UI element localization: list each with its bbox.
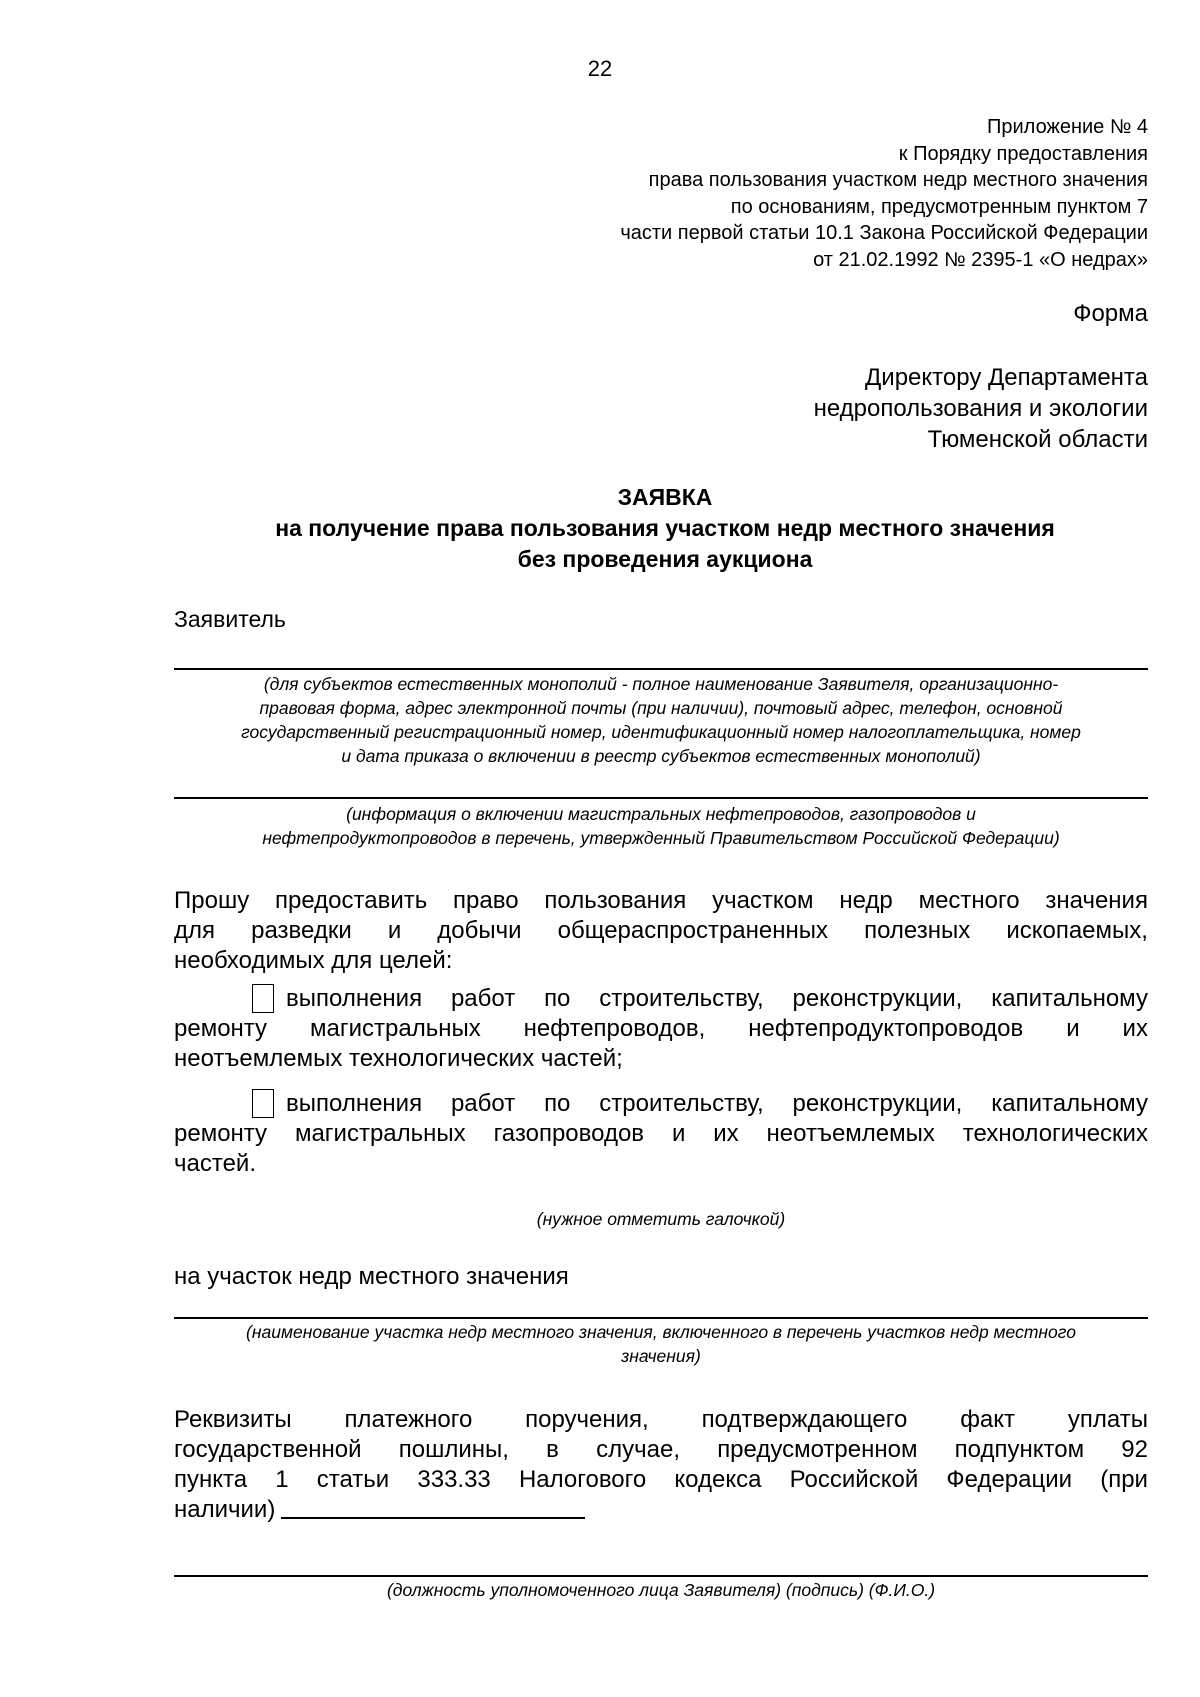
text-line [174, 1465, 1148, 1495]
word: разведки [251, 917, 352, 944]
word: кодекса [674, 1466, 762, 1493]
text-line [286, 984, 1148, 1014]
form-label: Форма [1073, 300, 1148, 327]
word: выполнения [286, 985, 423, 1012]
word: предусмотренном [717, 1436, 918, 1463]
note-line: и дата приказа о включении в реестр субъектов естественных монополий) [341, 746, 981, 766]
pipelines-note [174, 802, 1148, 850]
option-oil-checkbox[interactable] [252, 984, 274, 1013]
word: пункта [174, 1466, 248, 1493]
text-line [174, 1435, 1148, 1465]
note-line: нефтепродуктопроводов в перечень, утвержденный Правительством Российской Федерации) [262, 828, 1060, 848]
word: их [713, 1120, 739, 1147]
addressee-line: Директору Департамента [865, 364, 1148, 391]
applicant-note [174, 672, 1148, 768]
word: их [1122, 1015, 1148, 1042]
word: нефтепроводов, [523, 1015, 706, 1042]
word: реконструкции, [792, 985, 963, 1012]
applicant-input-line[interactable] [174, 668, 1148, 670]
appendix-line: по основаниям, предусмотренным пунктом 7 [730, 195, 1148, 218]
word: строительству, [599, 1090, 764, 1117]
word: (при [1100, 1466, 1148, 1493]
appendix-line: права пользования участком недр местного значения [648, 169, 1148, 191]
word: Российской [789, 1466, 919, 1493]
word: магистральных [310, 1015, 481, 1042]
word: 1 [275, 1466, 289, 1493]
page-number: 22 [587, 56, 613, 81]
document-title [0, 482, 1200, 575]
word: по [544, 985, 571, 1012]
appendix-line: Приложение № 4 [987, 116, 1148, 138]
word: поручения, [525, 1406, 649, 1433]
title-line: на получение права пользования участком недр местного значения [275, 515, 1055, 541]
text-line [174, 1014, 1148, 1044]
word: пошлины, [398, 1436, 509, 1463]
word: газопроводов [493, 1120, 645, 1147]
text-line: частей. [174, 1150, 256, 1177]
word: ремонту [174, 1015, 268, 1042]
payment-details-input[interactable] [281, 1495, 585, 1519]
text-line [174, 1405, 1148, 1435]
word: по [544, 1090, 571, 1117]
plot-label: на участок недр местного значения [174, 1263, 569, 1290]
word: ремонту [174, 1120, 268, 1147]
title-heading: ЗАЯВКА [617, 484, 713, 510]
option-oil-pipelines [174, 984, 1148, 1074]
plot-input-line[interactable] [174, 1317, 1148, 1319]
word: полезных [864, 917, 971, 944]
word: 333.33 [417, 1466, 491, 1493]
addressee-line: недропользования и экологии [813, 395, 1148, 422]
option-first-line [174, 1089, 1148, 1119]
word: предоставить [275, 887, 428, 914]
payment-label: наличии) [174, 1496, 276, 1523]
text-line [174, 886, 1148, 916]
option-gas-pipelines [174, 1089, 1148, 1179]
word: добычи [437, 917, 522, 944]
word: капитальному [991, 985, 1148, 1012]
word: участком [712, 887, 814, 914]
text-line [174, 916, 1148, 946]
option-first-line [174, 984, 1148, 1014]
request-paragraph [174, 886, 1148, 976]
title-line: без проведения аукциона [517, 546, 813, 572]
word: статьи [316, 1466, 390, 1493]
addressee-line: Тюменской области [927, 426, 1148, 453]
note-line: правовая форма, адрес электронной почты (при наличии), почтовый адрес, телефон, основной [259, 698, 1063, 718]
appendix-line: части первой статьи 10.1 Закона Российской Федерации [620, 222, 1148, 244]
word: подтверждающего [701, 1406, 908, 1433]
pipelines-input-line[interactable] [174, 797, 1148, 799]
word: нефтепродуктопроводов [748, 1015, 1024, 1042]
word: магистральных [294, 1120, 466, 1147]
payment-paragraph [174, 1405, 1148, 1525]
word: Реквизиты [174, 1406, 292, 1433]
word: общераспространенных [557, 917, 828, 944]
note-line: государственный регистрационный номер, идентификационный номер налогоплательщика, номер [241, 722, 1081, 742]
word: капитальному [991, 1090, 1148, 1117]
word: для [174, 917, 216, 944]
word: пользования [544, 887, 687, 914]
word: реконструкции, [792, 1090, 963, 1117]
note-line: (для субъектов естественных монополий - полное наименование Заявителя, организационно- [263, 674, 1059, 694]
word: право [453, 887, 519, 914]
addressee [814, 362, 1148, 455]
note-line: значения) [621, 1346, 701, 1366]
word: случае, [596, 1436, 680, 1463]
word: в [546, 1436, 559, 1463]
word: платежного [344, 1406, 473, 1433]
signature-note: (должность уполномоченного лица Заявителя) (подпись) (Ф.И.О.) [386, 1580, 936, 1600]
appendix-line: к Порядку предоставления [898, 142, 1148, 165]
appendix-header [448, 114, 1148, 273]
word: технологических [962, 1120, 1148, 1147]
word: и [1066, 1015, 1080, 1042]
checkmark-note: (нужное отметить галочкой) [536, 1209, 786, 1229]
text-line: неотъемлемых технологических частей; [174, 1045, 623, 1072]
note-line: (информация о включении магистральных нефтепроводов, газопроводов и [346, 804, 976, 824]
text-line [286, 1089, 1148, 1119]
signature-input-line[interactable] [174, 1575, 1148, 1577]
word: строительству, [599, 985, 764, 1012]
appendix-line: от 21.02.1992 № 2395-1 «О недрах» [813, 248, 1148, 271]
word: местного [918, 887, 1020, 914]
plot-note [174, 1320, 1148, 1368]
word: Налогового [518, 1466, 647, 1493]
word: государственной [174, 1436, 362, 1463]
text-line [174, 1495, 1148, 1525]
word: уплаты [1067, 1406, 1148, 1433]
word: недр [839, 887, 893, 914]
option-gas-checkbox[interactable] [252, 1089, 274, 1118]
note-line: (наименование участка недр местного значения, включенного в перечень участков недр местного [246, 1322, 1076, 1342]
word: Федерации [946, 1466, 1073, 1493]
word: подпунктом [954, 1436, 1085, 1463]
word: и [387, 917, 402, 944]
text-line [174, 1119, 1148, 1149]
applicant-label: Заявитель [174, 606, 286, 632]
word: Прошу [174, 887, 250, 914]
word: значения [1045, 887, 1148, 914]
word: неотъемлемых [766, 1120, 935, 1147]
word: работ [450, 1090, 516, 1117]
word: работ [450, 985, 516, 1012]
word: 92 [1121, 1436, 1148, 1463]
word: и [671, 1120, 686, 1147]
word: факт [960, 1406, 1016, 1433]
text-line: необходимых для целей: [174, 947, 453, 974]
word: выполнения [286, 1090, 423, 1117]
word: ископаемых, [1006, 917, 1148, 944]
